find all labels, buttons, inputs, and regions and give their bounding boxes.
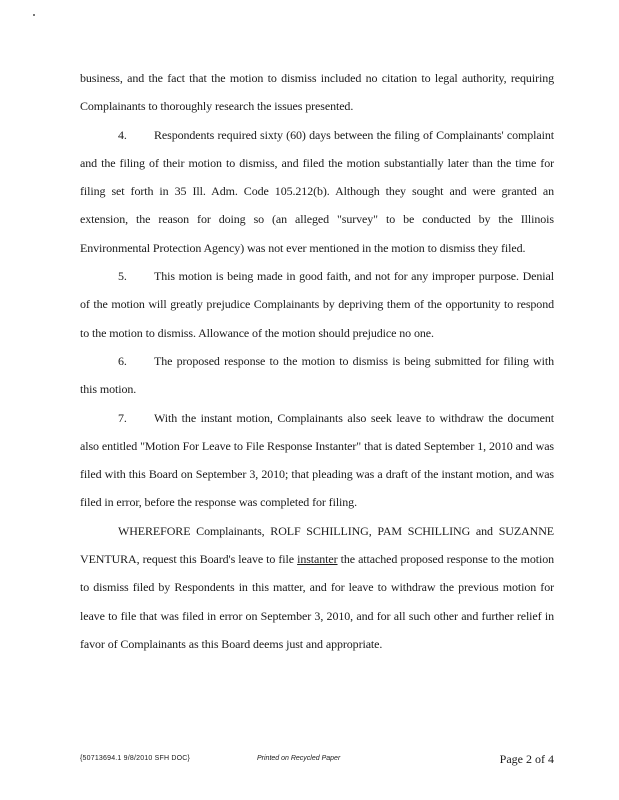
paragraph-5 xyxy=(80,262,554,347)
paragraph-6 xyxy=(80,347,554,404)
page-footer xyxy=(80,752,554,768)
paragraph-text: With the instant motion, Complainants also seek leave to withdraw the document also entitled "Motion For Leave to File Response Instanter" that is dated September 1, 2010 and was filed with this Board on September 3, 2010; that pleading was a draft of the instant motion, and was filed in error, before the response was completed for filing. xyxy=(80,410,554,510)
paragraph-number: 4. xyxy=(118,127,127,142)
instanter-term: instanter xyxy=(297,552,338,567)
paragraph-number: 5. xyxy=(118,269,127,284)
paragraph-7 xyxy=(80,404,554,517)
recycled-paper-note: Printed on Recycled Paper xyxy=(257,755,341,762)
paragraph-text: Respondents required sixty (60) days between the filing of Complainants' complaint and the filing of their motion to dismiss, and filed the motion substantially later than the time for filing set forth in 35 Ill. Adm. Code 105.212(b). Although they sought and were granted an extension, the reason for doing so (an alleged "survey" to be conducted by the Illinois Environmental Protection Agency) was not ever mentioned in the motion to dismiss they filed. xyxy=(80,127,554,255)
scan-speck xyxy=(33,14,35,16)
wherefore-clause xyxy=(80,517,554,658)
page-number: Page 2 of 4 xyxy=(499,752,554,766)
paragraph-continued: business, and the fact that the motion to dismiss included no citation to legal authority, requiring Complainants to thoroughly research the issues presented. xyxy=(80,71,554,114)
wherefore-text-before: WHEREFORE Complainants, ROLF SCHILLING, PAM SCHILLING and SUZANNE VENTURA, request this Board's leave to file xyxy=(80,523,554,567)
paragraph-number: 6. xyxy=(118,353,127,368)
paragraph-number: 7. xyxy=(118,410,127,425)
wherefore-text-after: the attached proposed response to the motion to dismiss filed by Respondents in this matter, and for leave to withdraw the previous motion for leave to file that was filed in error on September 3, 2010, and for all such other and further relief in favor of Complainants as this Board deems just and appropriate. xyxy=(80,552,554,651)
paragraph-text: This motion is being made in good faith, and not for any improper purpose. Denial of the motion will greatly prejudice Complainants by depriving them of the opportunity to respond to the motion to dismiss. Allowance of the motion should prejudice no one. xyxy=(80,269,554,340)
paragraph-4 xyxy=(80,121,554,262)
paragraph-text: The proposed response to the motion to dismiss is being submitted for filing with this motion. xyxy=(80,353,554,397)
document-body xyxy=(80,64,554,658)
document-id: {50713694.1 9/8/2010 SFH DOC} xyxy=(80,755,191,762)
